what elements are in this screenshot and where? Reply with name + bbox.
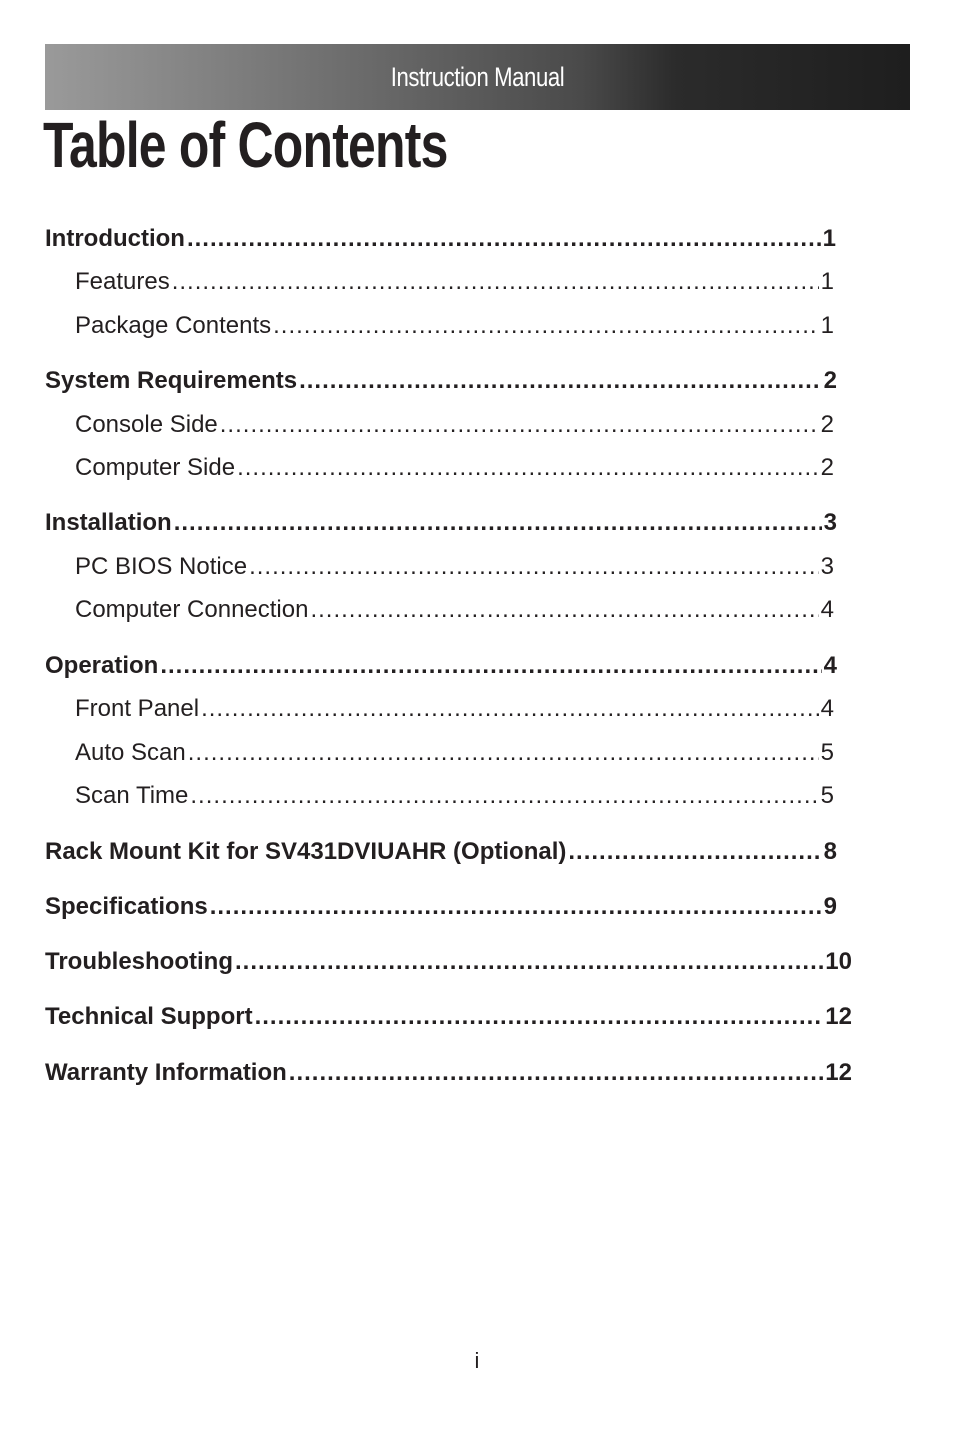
toc-entry-auto-scan[interactable] xyxy=(75,738,834,768)
toc-entry-label: Scan Time xyxy=(75,782,189,809)
toc-entry-label: Troubleshooting xyxy=(45,948,233,975)
toc-entry-page: 5 xyxy=(820,739,834,766)
toc-entry-label: Computer Connection xyxy=(75,596,309,623)
toc-leader xyxy=(210,892,822,922)
toc-entry-label: Rack Mount Kit for SV431DVIUAHR (Optional) xyxy=(45,838,567,865)
toc-entry-page: 12 xyxy=(825,1003,852,1030)
toc-entry-label: Package Contents xyxy=(75,312,272,339)
toc-leader xyxy=(568,837,821,867)
toc-entry-label: Specifications xyxy=(45,893,208,920)
toc-entry-page: 3 xyxy=(823,509,837,536)
toc-entry-installation[interactable] xyxy=(45,508,837,538)
toc-entry-introduction[interactable] xyxy=(45,224,836,254)
toc-entry-page: 4 xyxy=(820,695,834,722)
toc-entry-page: 4 xyxy=(823,652,837,679)
toc-entry-label: Installation xyxy=(45,509,172,536)
toc-entry-page: 10 xyxy=(825,948,852,975)
toc-entry-page: 2 xyxy=(823,367,837,394)
toc-entry-warranty-information[interactable] xyxy=(45,1058,852,1088)
toc-leader xyxy=(188,738,819,768)
toc-entry-page: 9 xyxy=(823,893,837,920)
toc-entry-pc-bios-notice[interactable] xyxy=(75,552,834,582)
toc-entry-label: System Requirements xyxy=(45,367,298,394)
page-title: Table of Contents xyxy=(43,109,448,181)
toc-entry-page: 5 xyxy=(820,782,834,809)
toc-leader xyxy=(190,781,818,811)
toc-entry-package-contents[interactable] xyxy=(75,311,834,341)
toc-leader xyxy=(273,311,819,341)
toc-entry-label: Features xyxy=(75,268,170,295)
toc-entry-label: Warranty Information xyxy=(45,1059,287,1086)
toc-leader xyxy=(289,1058,824,1088)
toc-leader xyxy=(220,410,819,440)
toc-entry-scan-time[interactable] xyxy=(75,781,834,811)
toc-leader xyxy=(187,224,821,254)
page-number: i xyxy=(474,1348,480,1373)
toc-entry-operation[interactable] xyxy=(45,651,837,681)
toc-entry-page: 3 xyxy=(820,553,834,580)
toc-leader xyxy=(237,453,819,483)
toc-leader xyxy=(174,508,822,538)
toc-entry-technical-support[interactable] xyxy=(45,1002,852,1032)
toc-entry-page: 4 xyxy=(820,596,834,623)
toc-entry-specifications[interactable] xyxy=(45,892,837,922)
toc-leader xyxy=(172,267,819,297)
toc-entry-label: Computer Side xyxy=(75,454,236,481)
toc-entry-label: Introduction xyxy=(45,225,185,252)
toc-entry-label: Front Panel xyxy=(75,695,200,722)
toc-leader xyxy=(249,552,819,582)
toc-entry-troubleshooting[interactable] xyxy=(45,947,852,977)
header-title: Instruction Manual xyxy=(390,62,565,92)
toc-entry-rack-mount-kit[interactable] xyxy=(45,837,837,867)
toc-entry-console-side[interactable] xyxy=(75,410,834,440)
toc-entry-computer-connection[interactable] xyxy=(75,595,834,625)
toc-leader xyxy=(299,366,822,396)
toc-leader xyxy=(201,694,819,724)
toc-entry-computer-side[interactable] xyxy=(75,453,834,483)
toc-entry-label: Auto Scan xyxy=(75,739,186,766)
toc-entry-page: 2 xyxy=(820,411,834,438)
toc-entry-front-panel[interactable] xyxy=(75,694,834,724)
toc-leader xyxy=(235,947,823,977)
toc-leader xyxy=(310,595,818,625)
toc-entry-label: PC BIOS Notice xyxy=(75,553,248,580)
toc-entry-label: Technical Support xyxy=(45,1003,253,1030)
toc-entry-features[interactable] xyxy=(75,267,834,297)
toc-entry-system-requirements[interactable] xyxy=(45,366,837,396)
toc-leader xyxy=(255,1002,824,1032)
toc-entry-page: 8 xyxy=(823,838,837,865)
toc-entry-label: Console Side xyxy=(75,411,218,438)
toc-entry-page: 2 xyxy=(820,454,834,481)
toc-entry-page: 12 xyxy=(825,1059,852,1086)
toc-entry-page: 1 xyxy=(822,225,836,252)
toc-entry-page: 1 xyxy=(820,312,834,339)
toc-entry-label: Operation xyxy=(45,652,159,679)
toc-leader xyxy=(160,651,821,681)
toc-entry-page: 1 xyxy=(820,268,834,295)
